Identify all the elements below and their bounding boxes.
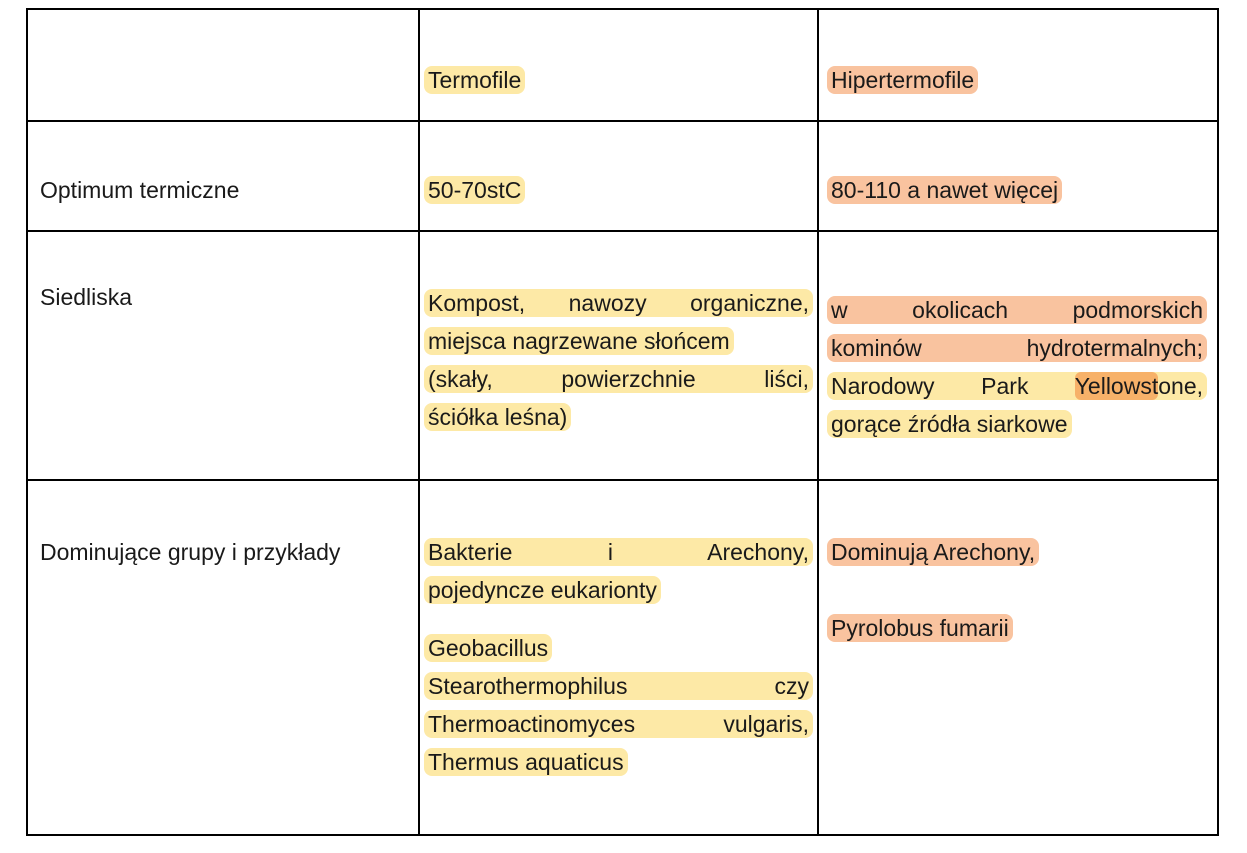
termofile-groups-line-3 — [424, 629, 813, 667]
row-label-cell — [27, 480, 419, 835]
header-empty-cell — [27, 9, 419, 121]
hipertermofile-groups-text-1: Dominują Arechony, — [827, 538, 1039, 566]
termofile-groups-text-1: Bakterie i Arechony, — [424, 538, 813, 566]
termofile-cell — [419, 231, 818, 480]
header-termofile-cell — [419, 9, 818, 121]
header-empty-text — [28, 10, 418, 61]
termofile-habitat-text-2: miejsca nagrzewane słońcem — [424, 327, 734, 355]
termofile-groups-line-5 — [424, 705, 813, 743]
termofile-groups-text-2: pojedyncze eukarionty — [424, 576, 661, 604]
hipertermofile-cell — [818, 480, 1218, 835]
termofile-groups-text-3: Geobacillus — [424, 634, 552, 662]
termofile-groups-line-6 — [424, 743, 813, 781]
comparison-table — [26, 8, 1219, 836]
table-row — [27, 121, 1218, 231]
header-termofile: Termofile — [424, 66, 525, 94]
termofile-habitat-text-1: Kompost, nawozy organiczne, — [424, 289, 813, 317]
hipertermofile-habitat-line-1 — [827, 291, 1207, 329]
hipertermofile-habitat-text-4: gorące źródła siarkowe — [827, 410, 1072, 438]
hipertermofile-habitat-line-3 — [827, 367, 1207, 405]
termofile-habitat-text-4: ściółka leśna) — [424, 403, 571, 431]
row-label-cell — [27, 121, 419, 231]
termofile-groups-text-5: Thermoactinomyces vulgaris, — [424, 710, 813, 738]
row-label-optimum: Optimum termiczne — [40, 177, 240, 203]
termofile-cell — [419, 480, 818, 835]
paragraph-gap — [827, 571, 1207, 609]
row-label-cell — [27, 231, 419, 480]
row-label-siedliska: Siedliska — [40, 284, 133, 310]
header-hipertermofile: Hipertermofile — [827, 66, 978, 94]
hipertermofile-cell — [818, 121, 1218, 231]
header-hipertermofile-cell — [818, 9, 1218, 121]
termofile-groups-line-4 — [424, 667, 813, 705]
row-label-dominujace: Dominujące grupy i przykłady — [40, 539, 341, 565]
termofile-habitat-line-4 — [424, 398, 813, 436]
hipertermofile-habitat-text-3c: one, — [1158, 373, 1203, 399]
hipertermofile-habitat-text-1: w okolicach podmorskich — [827, 296, 1207, 324]
hipertermofile-habitat-text-2: kominów hydrotermalnych; — [827, 334, 1207, 362]
termofile-habitat-line-3 — [424, 360, 813, 398]
table-row — [27, 480, 1218, 835]
hipertermofile-groups-line-1 — [827, 533, 1207, 571]
hipertermofile-habitat-text-3b: Yellowst — [1074, 373, 1159, 399]
hipertermofile-habitat-line-4 — [827, 405, 1207, 443]
hipertermofile-optimum-value: 80-110 a nawet więcej — [827, 176, 1062, 204]
termofile-cell — [419, 121, 818, 231]
termofile-habitat-text-3: (skały, powierzchnie liści, — [424, 365, 813, 393]
hipertermofile-habitat-line-2 — [827, 329, 1207, 367]
termofile-habitat-line-2 — [424, 322, 813, 360]
hipertermofile-habitat-text-3a: Narodowy Park — [831, 373, 1075, 399]
termofile-groups-line-1 — [424, 533, 813, 571]
hipertermofile-cell — [818, 231, 1218, 480]
table-row — [27, 231, 1218, 480]
table-header-row — [27, 9, 1218, 121]
termofile-groups-text-6: Thermus aquaticus — [424, 748, 628, 776]
termofile-habitat-line-1 — [424, 284, 813, 322]
termofile-groups-line-2 — [424, 571, 813, 609]
paragraph-gap — [424, 609, 813, 629]
termofile-groups-text-4: Stearothermophilus czy — [424, 672, 813, 700]
hipertermofile-groups-line-2 — [827, 609, 1207, 647]
termofile-optimum-value: 50-70stC — [424, 176, 525, 204]
hipertermofile-groups-text-2: Pyrolobus fumarii — [827, 614, 1013, 642]
